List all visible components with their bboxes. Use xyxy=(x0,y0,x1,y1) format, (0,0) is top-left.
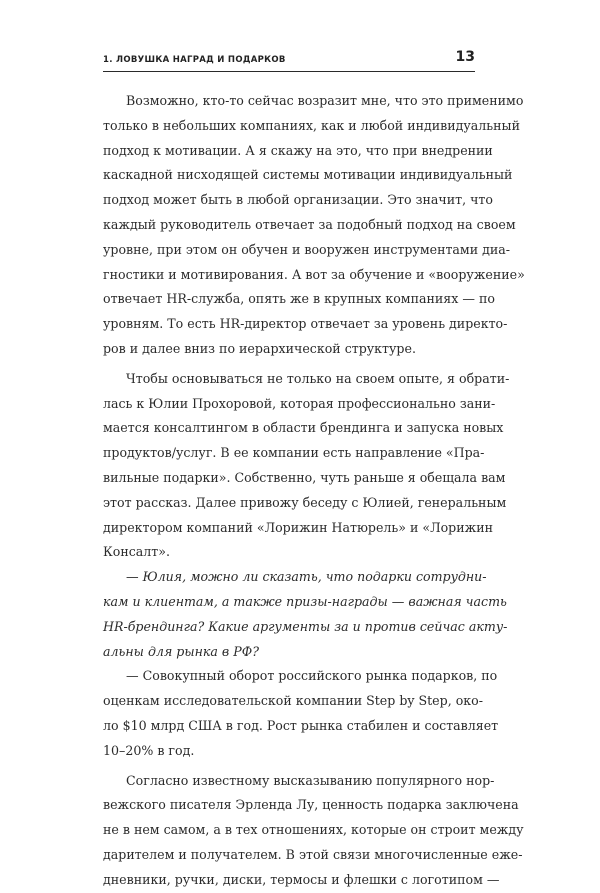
paragraph xyxy=(103,367,510,565)
interview-question xyxy=(103,565,508,664)
text-line: каждый руководитель отвечает за подобный подход на своем xyxy=(103,216,516,232)
interview-answer xyxy=(103,664,499,763)
text-line: мается консалтингом в области брендинга и запуска новых xyxy=(103,420,504,436)
text-line: гностики и мотивирования. А вот за обучение и «вооружение» xyxy=(103,266,525,282)
text-line: дневники, ручки, диски, термосы и флешки с логотипом — xyxy=(103,871,500,887)
text-line: отвечает HR-служба, опять же в крупных компаниях — по xyxy=(103,291,495,307)
text-line: ло $10 млрд США в год. Рост рынка стабилен и составляет xyxy=(103,717,499,733)
text-line: HR-брендинга? Какие аргументы за и против сейчас акту- xyxy=(103,618,508,634)
text-line: каскадной нисходящей системы мотивации индивидуальный xyxy=(103,167,513,183)
text-line: не в нем самом, а в тех отношениях, которые он строит между xyxy=(103,822,524,838)
text-line: уровне, при этом он обучен и вооружен инструментами диа- xyxy=(103,241,511,257)
text-line: этот рассказ. Далее привожу беседу с Юлией, генеральным xyxy=(103,494,507,510)
text-line: — Юлия, можно ли сказать, что подарки сотрудни- xyxy=(126,569,487,585)
text-line: — Совокупный оборот российского рынка подарков, по xyxy=(126,668,498,684)
text-line: уровням. То есть HR-директор отвечает за уровень директо- xyxy=(103,316,508,332)
paragraph xyxy=(103,89,525,362)
paragraph xyxy=(103,769,524,893)
running-header xyxy=(103,49,475,72)
text-line: вежского писателя Эрленда Лу, ценность подарка заключена xyxy=(103,797,519,813)
body-text xyxy=(103,89,525,893)
text-line: Возможно, кто-то сейчас возразит мне, что это применимо xyxy=(126,93,524,108)
text-line: только в небольших компаниях, как и любой индивидуальный xyxy=(103,117,520,133)
text-line: кам и клиентам, а также призы-награды — важная часть xyxy=(103,593,507,609)
text-line: оценкам исследовательской компании Step by Step, око- xyxy=(103,693,483,709)
page-number: 13 xyxy=(455,49,475,65)
text-line: дарителем и получателем. В этой связи многочисленные еже- xyxy=(103,846,523,862)
text-line: 10–20% в год. xyxy=(103,742,195,758)
text-line: Консалт». xyxy=(103,544,170,560)
text-line: ров и далее вниз по иерархической структуре. xyxy=(103,340,416,356)
text-line: подход может быть в любой организации. Это значит, что xyxy=(103,192,493,208)
text-line: продуктов/услуг. В ее компании есть направление «Пра- xyxy=(103,445,485,461)
text-line: вильные подарки». Собственно, чуть раньше я обещала вам xyxy=(103,469,506,485)
chapter-title: 1. ЛОВУШКА НАГРАД И ПОДАРКОВ xyxy=(103,55,286,65)
text-line: лась к Юлии Прохоровой, которая профессионально зани- xyxy=(103,395,496,411)
text-line: директором компаний «Лорижин Натюрель» и «Лорижин xyxy=(103,519,494,535)
text-line: Чтобы основываться не только на своем опыте, я обрати- xyxy=(126,370,510,386)
text-line: альны для рынка в РФ? xyxy=(103,643,259,659)
text-line: Согласно известному высказыванию популярного нор- xyxy=(126,772,495,788)
text-line: подход к мотивации. А я скажу на это, что при внедрении xyxy=(103,142,493,158)
